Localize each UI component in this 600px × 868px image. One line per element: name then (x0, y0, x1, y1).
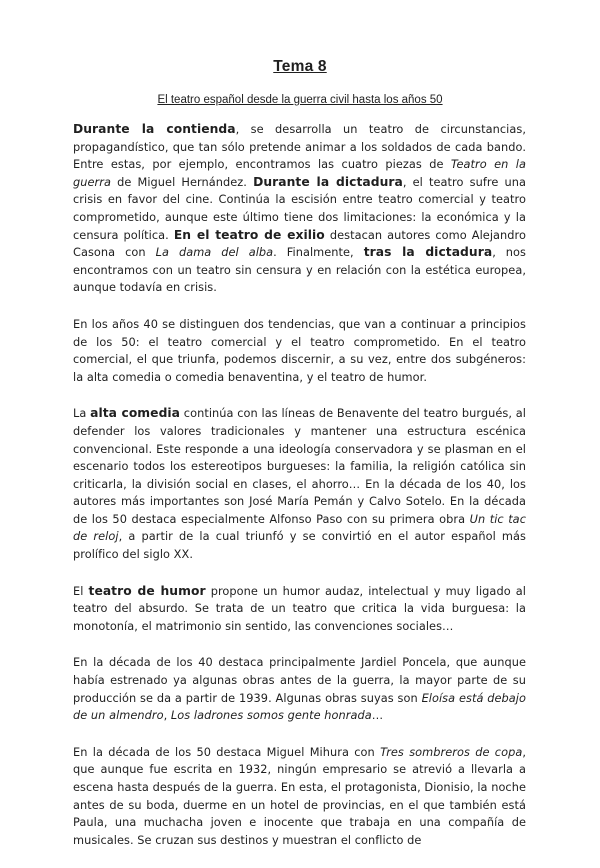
bold-phrase: alta comedia (90, 406, 181, 421)
text-run: En la década de los 50 destaca Miguel Mihura con (73, 744, 381, 759)
paragraph-mihura (73, 744, 526, 850)
work-title: Tres sombreros de copa (380, 744, 523, 759)
paragraph-alta-comedia (73, 405, 526, 563)
paragraph-anos-40: En los años 40 se distinguen dos tendencias, que van a continuar a principios de los 50: el teatro comercial y el teatro comprometido. En el teatro comercial, el que triunfa, podemos discernir, a su vez, entre dos subgéneros: la alta comedia o comedia benaventina, y el teatro de humor. (73, 316, 526, 384)
page-subtitle: El teatro español desde la guerra civil hasta los años 50 (157, 94, 443, 106)
text-run: , el teatro sufre una crisis en favor del cine. Continúa la escisión entre teatro comercial y teatro comprometido, aunque este último tiene dos limitaciones: la económica y la censura política. (73, 174, 526, 242)
work-title: Los ladrones somos gente honrada (170, 708, 372, 723)
text-run: propone un humor audaz, intelectual y muy ligado al teatro del absurdo. Se trata de un teatro que critica la vida burguesa: la monotonía, el matrimonio sin sentido, las convenciones sociales… (73, 583, 526, 633)
bold-phrase: tras la dictadura (363, 245, 493, 260)
work-title: Eloísa está debajo de un almendro (73, 690, 526, 723)
text-run: , a partir de la cual triunfó y se convirtió en el autor español más prolífico del siglo XX. (73, 529, 526, 562)
text-run: , (163, 708, 171, 723)
text-run: destacan autores como Alejandro Casona con (73, 227, 526, 260)
work-title: La dama del alba (155, 245, 274, 260)
document-body (73, 121, 526, 868)
text-run: La (73, 406, 91, 421)
text-run: , que aunque fue escrita en 1932, ningún empresario se atrevió a llevarla a escena hasta después de la guerra. En esta, el protagonista, Dionisio, la noche antes de su boda, duerme en un hotel de provincias, en el que también está Paula, una muchacha joven e inocente que trabaja en una compañía de musicales. Se cruzan sus destinos y muestran el conflicto de (73, 744, 526, 847)
text-run: continúa con las líneas de Benavente del teatro burgués, al defender los valores tradicionales y mantener una estructura escénica convencional. Este responde a una ideología conservadora y se plasman en el escenario todos los estereotipos burgueses: la familia, la religión católica sin criticarla, la división social en clases, el ahorro… En la década de los 40, los autores más importantes son José María Pemán y Calvo Sotelo. En la década de los 50 destaca especialmente Alfonso Paso con su primera obra (73, 406, 526, 526)
text-run: El (73, 583, 89, 598)
page-title: Tema 8 (273, 58, 327, 75)
bold-phrase: teatro de humor (88, 583, 206, 598)
text-run: En la década de los 40 destaca principalmente Jardiel Poncela, que aunque había estrenado ya algunas obras antes de la guerra, la mayor parte de su producción se da a partir de 1939. Algunas obras suyas son (73, 655, 526, 705)
text-run: . Finalmente, (273, 245, 364, 260)
work-title: Un tic tac de reloj (73, 511, 526, 544)
text-run: de Miguel Hernández. (110, 174, 254, 189)
text-run: , nos encontramos con un teatro sin censura y en relación con la estética europea, aunque todavía en crisis. (73, 245, 526, 295)
paragraph-jardiel-poncela (73, 654, 526, 724)
paragraph-teatro-humor (73, 583, 526, 636)
text-run: … (371, 708, 384, 723)
work-title: Teatro en la guerra (73, 157, 526, 189)
bold-phrase: Durante la dictadura (253, 174, 403, 189)
bold-phrase: En el teatro de exilio (173, 227, 325, 242)
paragraph-contienda (73, 121, 526, 297)
bold-phrase: Durante la contienda (73, 122, 236, 136)
text-run: , se desarrolla un teatro de circunstancias, propagandístico, que tan sólo pretende animar a los soldados de cada bando. Entre estas, por ejemplo, encontramos las cuatro piezas de (73, 122, 526, 172)
